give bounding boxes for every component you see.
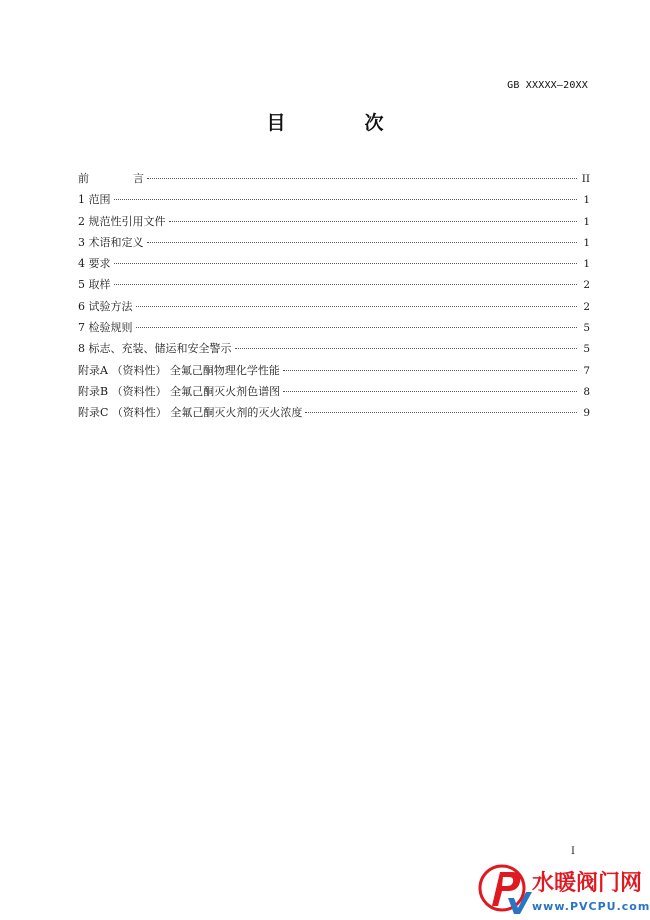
toc-title: 目 次: [266, 112, 414, 134]
toc-entry-label: 3 术语和定义: [78, 235, 144, 249]
dot-leader: [169, 221, 578, 222]
page-number: I: [571, 846, 575, 857]
toc-entry-page: 8: [583, 385, 590, 398]
toc-entry-page: 2: [583, 300, 590, 313]
toc-entry-label: 6 试验方法: [78, 299, 133, 313]
site-watermark: [478, 858, 650, 920]
toc-entry-page: II: [581, 173, 590, 185]
toc-entry-label: 1 范围: [78, 193, 111, 207]
toc-entry-appendix-a[interactable]: [78, 360, 590, 381]
toc-entry-sampling[interactable]: [78, 274, 590, 295]
dot-leader: [305, 412, 577, 413]
toc-entry-page: 2: [583, 279, 590, 292]
dot-leader: [283, 370, 577, 371]
toc-entry-requirements[interactable]: [78, 253, 590, 274]
toc-entry-label: 7 检验规则: [78, 321, 133, 335]
dot-leader: [114, 199, 578, 200]
toc-entry-appendix-c[interactable]: [78, 402, 590, 423]
dot-leader: [114, 284, 578, 285]
toc-entry-label: 2 规范性引用文件: [78, 214, 166, 228]
dot-leader: [136, 306, 578, 307]
toc-entry-terms-definitions[interactable]: [78, 232, 590, 253]
toc-entry-normative-references[interactable]: [78, 211, 590, 232]
standard-code: GB XXXXX—20XX: [507, 80, 588, 91]
toc-entry-foreword[interactable]: [78, 168, 590, 189]
toc-entry-page: 1: [583, 194, 590, 207]
watermark-url: www.PVCPU.com: [532, 900, 650, 913]
watermark-title: 水暖阀门网: [532, 871, 643, 896]
toc-entry-page: 5: [583, 322, 590, 335]
toc-entry-inspection-rules[interactable]: [78, 317, 590, 338]
toc-entry-label: 附录B （资料性） 全氟己酮灭火剂色谱图: [78, 384, 281, 398]
logo-icon: [478, 858, 534, 916]
dot-leader: [136, 327, 578, 328]
dot-leader: [235, 348, 578, 349]
toc-entry-label: 前 言: [78, 172, 144, 185]
toc-entry-appendix-b[interactable]: [78, 381, 590, 402]
dot-leader: [114, 263, 578, 264]
toc-entry-label: 5 取样: [78, 278, 111, 292]
toc-entry-scope[interactable]: [78, 189, 590, 210]
dot-leader: [147, 178, 577, 179]
toc-entry-page: 5: [583, 343, 590, 356]
toc-entry-page: 7: [583, 364, 590, 377]
toc-entry-test-methods[interactable]: [78, 296, 590, 317]
dot-leader: [283, 391, 577, 392]
toc-entry-page: 9: [583, 407, 590, 420]
table-of-contents: [78, 168, 590, 424]
toc-entry-marking-filling[interactable]: [78, 338, 590, 359]
toc-entry-label: 4 要求: [78, 257, 111, 271]
dot-leader: [147, 242, 578, 243]
toc-entry-page: 1: [583, 236, 590, 249]
toc-entry-label: 附录C （资料性） 全氟己酮灭火剂的灭火浓度: [78, 406, 303, 420]
toc-entry-page: 1: [583, 215, 590, 228]
toc-entry-label: 附录A （资料性） 全氟己酮物理化学性能: [78, 363, 280, 377]
toc-entry-page: 1: [583, 258, 590, 271]
toc-entry-label: 8 标志、充装、储运和安全警示: [78, 342, 232, 356]
